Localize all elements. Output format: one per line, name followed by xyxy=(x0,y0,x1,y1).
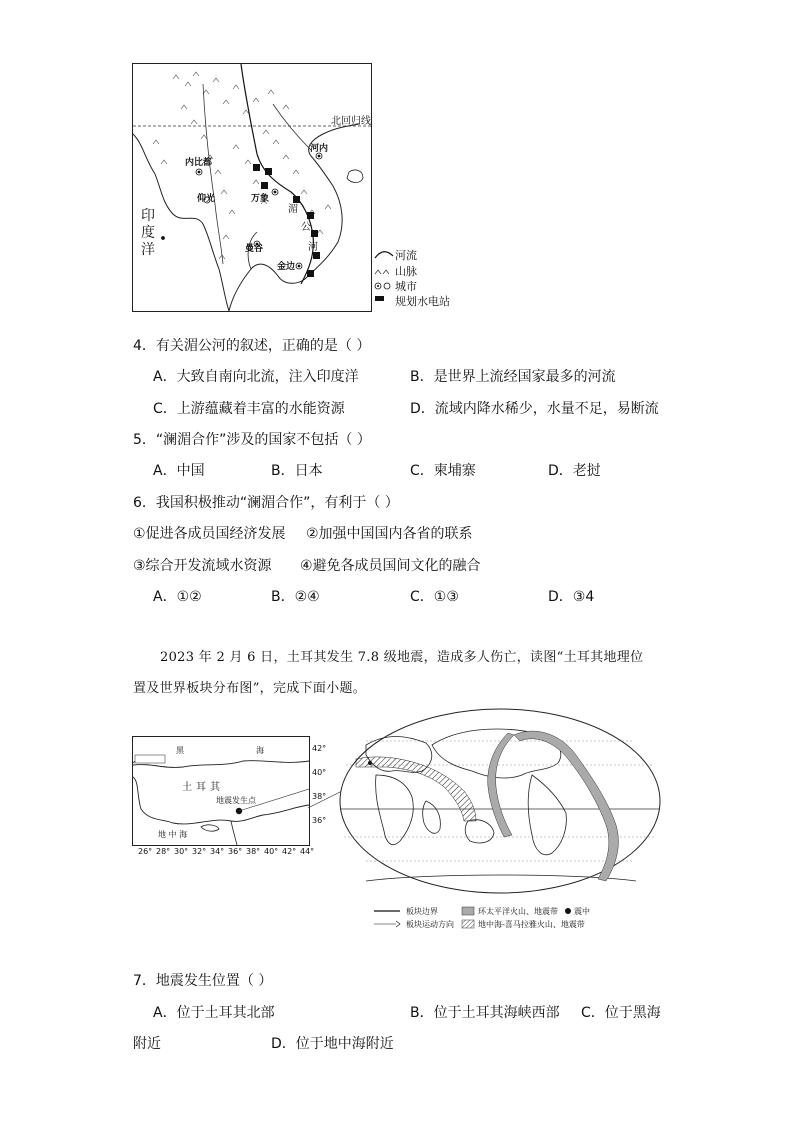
quake-point-label: 地震发生点 xyxy=(216,796,256,805)
other-river xyxy=(203,84,223,264)
mekong-label-2: 公 xyxy=(301,222,311,233)
passage-line-2: 置及世界板块分布图”，完成下面小题。 xyxy=(133,681,367,696)
red-river xyxy=(273,104,311,150)
black-sea-label-2: 海 xyxy=(256,746,264,755)
q5-option-d[interactable]: D．老挝 xyxy=(548,463,601,479)
q5-option-b[interactable]: B．日本 xyxy=(271,463,323,479)
turkey-map xyxy=(132,736,327,858)
turkey-label-1: 土 xyxy=(182,782,192,793)
epicenter-dot xyxy=(368,761,372,765)
q7-option-b[interactable]: B．位于土耳其海峡西部 xyxy=(410,1005,560,1021)
passage-line-1: 2023 年 2 月 6 日，土耳其发生 7.8 级地震，造成多人伤亡，读图“土耳其地理位 xyxy=(160,650,644,665)
lon-tick-40: 40° xyxy=(264,847,279,856)
q4-option-a[interactable]: A．大致自南向北流，注入印度洋 xyxy=(153,369,359,385)
legend-river: 河流 xyxy=(395,249,417,262)
lon-tick-34: 34° xyxy=(210,847,225,856)
q6-statement-4: ④避免各成员国间文化的融合 xyxy=(300,558,481,574)
q5-option-a[interactable]: A．中国 xyxy=(153,463,205,479)
ocean-label: 印度洋 xyxy=(141,208,155,258)
q6-statement-3: ③综合开发流域水资源 xyxy=(133,558,272,574)
lon-tick-42: 42° xyxy=(282,847,297,856)
turkey-label-2: 耳 xyxy=(196,782,206,793)
lon-tick-28: 28° xyxy=(156,847,171,856)
tropic-label: 北回归线 xyxy=(331,116,371,127)
lat-tick-38: 38° xyxy=(312,792,327,801)
mekong-map-drawing xyxy=(133,64,371,311)
legend-river-symbol xyxy=(375,252,393,258)
lon-tick-38: 38° xyxy=(246,847,261,856)
q6-option-d[interactable]: D．③4 xyxy=(548,589,595,605)
q7-option-c[interactable]: C．位于黑海 xyxy=(581,1005,661,1021)
lat-tick-42: 42° xyxy=(312,744,327,753)
world-map-drawing xyxy=(336,705,664,905)
q6-statement-1: ①促进各成员国经济发展 xyxy=(133,526,286,542)
q7-option-d[interactable]: D．位于地中海附近 xyxy=(271,1036,394,1052)
mekong-label-3: 河 xyxy=(308,242,318,253)
lon-tick-30: 30° xyxy=(174,847,189,856)
world-plate-map xyxy=(336,705,664,931)
q4-option-d[interactable]: D．流域内降水稀少，水量不足，易断流 xyxy=(410,401,659,417)
q6-option-a[interactable]: A．①② xyxy=(153,589,202,605)
lat-tick-40: 40° xyxy=(312,768,327,777)
legend-hydro-symbol xyxy=(375,296,384,301)
q6-stem: 6．我国积极推动“澜湄合作”，有利于（ ） xyxy=(133,495,399,511)
q5-option-c[interactable]: C．柬埔寨 xyxy=(410,463,476,479)
legend-mountain: 山脉 xyxy=(395,265,417,278)
city-phnom-penh: 金边 xyxy=(277,262,296,272)
mediterranean-label: 地 中 海 xyxy=(158,830,188,839)
city-bangkok: 曼谷 xyxy=(245,244,264,254)
q4-option-b[interactable]: B．是世界上流经国家最多的河流 xyxy=(410,369,616,385)
q7-stem: 7．地震发生位置（ ） xyxy=(133,973,273,989)
city-vientiane: 万象 xyxy=(251,194,270,204)
hainan-island xyxy=(347,170,363,183)
q5-stem: 5．“澜湄合作”涉及的国家不包括（ ） xyxy=(133,432,371,448)
city-naypyidaw: 内比都 xyxy=(185,158,213,168)
lon-tick-44: 44° xyxy=(300,847,315,856)
q4-option-c[interactable]: C．上游蕴藏着丰富的水能资源 xyxy=(153,401,345,417)
lon-tick-36: 36° xyxy=(228,847,243,856)
legend-med-belt: 地中海-喜马拉雅火山、地震带 xyxy=(478,920,585,929)
coastline-thailand xyxy=(229,124,359,311)
city-yangon: 仰光 xyxy=(197,194,216,204)
legend-boundary: 板块边界 xyxy=(406,907,438,916)
q4-stem: 4．有关湄公河的叙述，正确的是（ ） xyxy=(133,338,371,354)
q7-option-a[interactable]: A．位于土耳其北部 xyxy=(153,1005,275,1021)
q6-option-b[interactable]: B．②④ xyxy=(271,589,320,605)
q6-statement-2: ②加强中国国内各省的联系 xyxy=(306,526,473,542)
lon-tick-26: 26° xyxy=(138,847,153,856)
mekong-map xyxy=(132,63,372,312)
black-sea-label-1: 黑 xyxy=(176,746,184,755)
legend-motion: 板块运动方向 xyxy=(406,920,454,929)
mekong-map-legend xyxy=(373,248,463,312)
legend-city: 城市 xyxy=(395,280,417,293)
legend-mountain-symbol xyxy=(375,270,389,274)
mekong-label-1: 湄 xyxy=(288,204,298,215)
legend-pacific-belt: 环太平洋火山、地震带 xyxy=(478,907,558,916)
turkey-label-3: 其 xyxy=(210,782,220,793)
turkey-map-drawing xyxy=(133,737,309,845)
lat-tick-36: 36° xyxy=(312,816,327,825)
legend-symbols xyxy=(373,248,397,308)
city-hanoi: 河内 xyxy=(310,144,329,154)
lon-tick-32: 32° xyxy=(192,847,207,856)
legend-epicenter: 震中 xyxy=(574,907,590,916)
q6-option-c[interactable]: C．①③ xyxy=(410,589,459,605)
q7-option-c-continued: 附近 xyxy=(133,1036,161,1052)
legend-hydro: 规划水电站 xyxy=(395,295,450,308)
